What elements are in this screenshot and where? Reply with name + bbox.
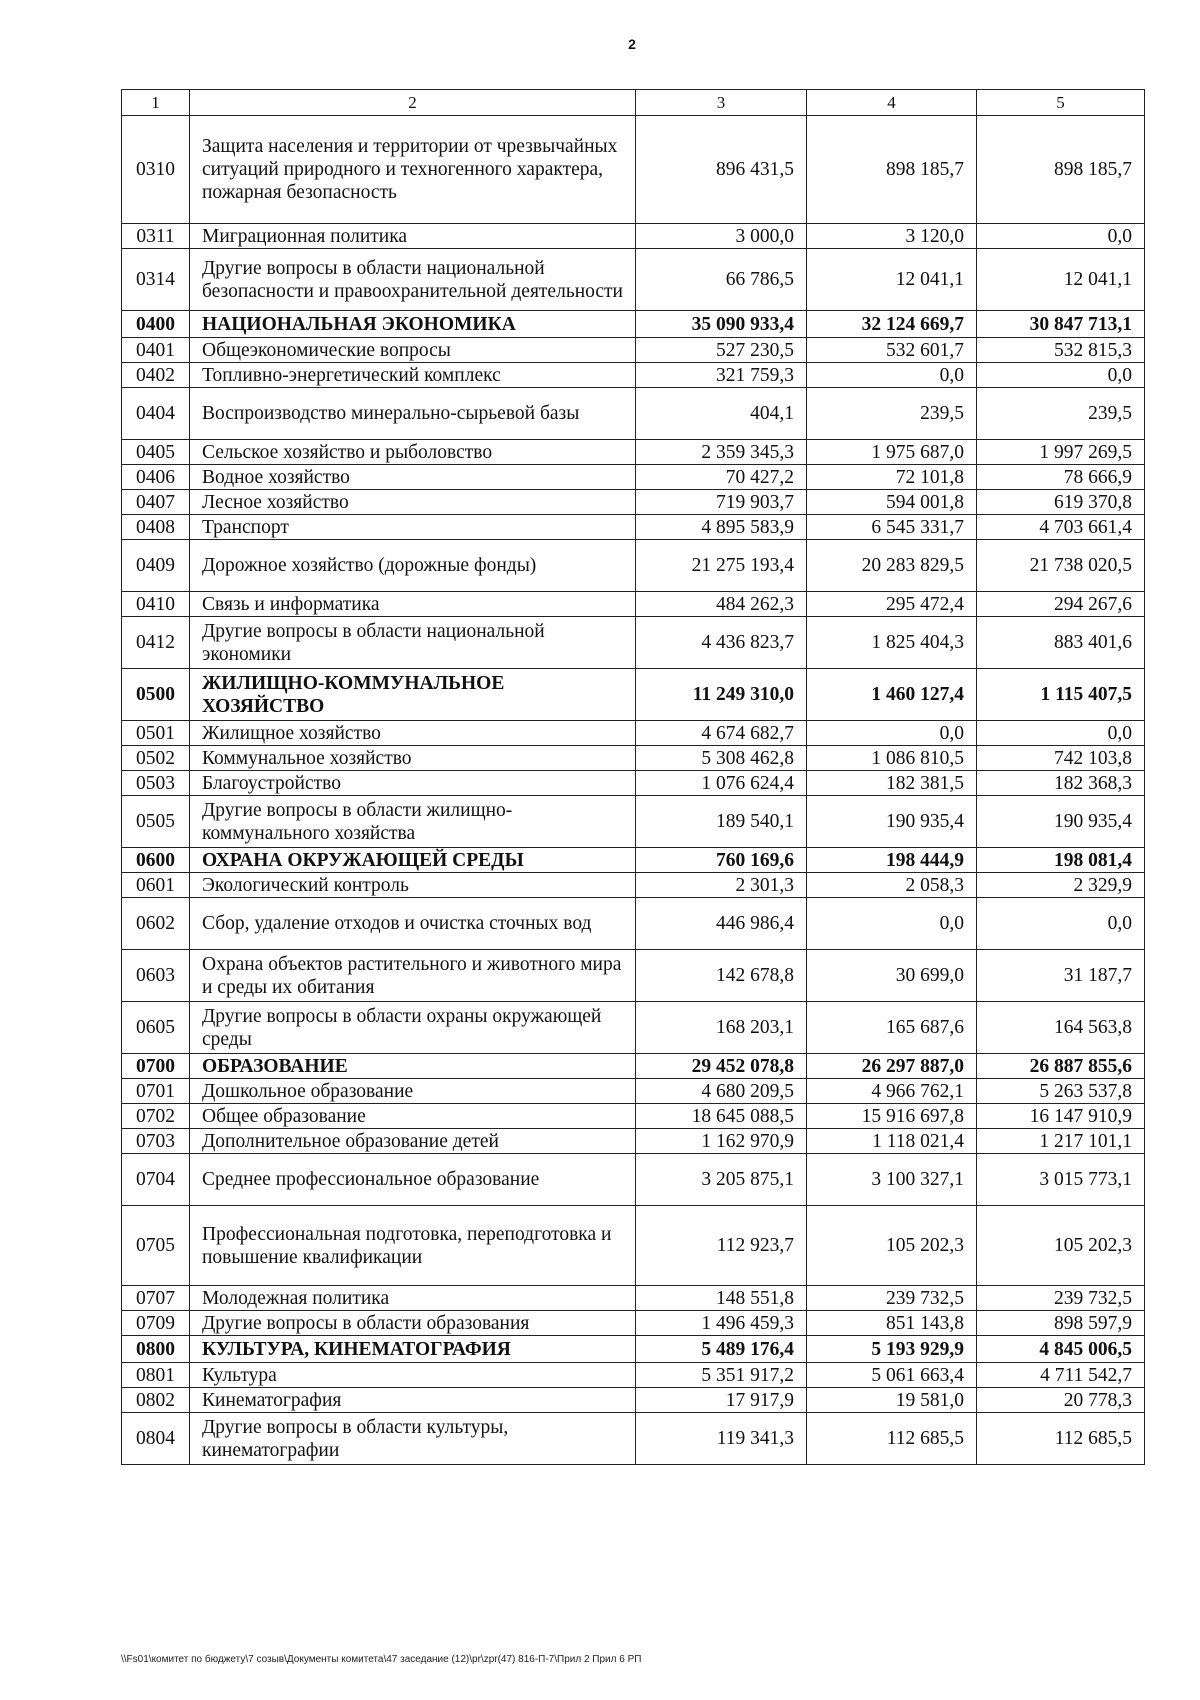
- value-col4: 2 058,3: [807, 873, 977, 898]
- value-col3: 1 496 459,3: [636, 1311, 807, 1336]
- value-col3: 404,1: [636, 388, 807, 440]
- table-row: [122, 249, 1145, 311]
- value-col3: 29 452 078,8: [636, 1054, 807, 1079]
- value-col5: 883 401,6: [977, 617, 1145, 669]
- section-code: 0605: [122, 1002, 190, 1054]
- section-code: 0709: [122, 1311, 190, 1336]
- section-name: Молодежная политика: [190, 1286, 636, 1311]
- section-name: Сбор, удаление отходов и очистка сточных вод: [190, 898, 636, 950]
- value-col4: 1 118 021,4: [807, 1129, 977, 1154]
- table-row: [122, 338, 1145, 363]
- value-col4: 190 935,4: [807, 796, 977, 848]
- value-col5: 16 147 910,9: [977, 1104, 1145, 1129]
- table-row: [122, 224, 1145, 249]
- value-col5: 0,0: [977, 224, 1145, 249]
- table-row: [122, 898, 1145, 950]
- table-row: [122, 1079, 1145, 1104]
- section-code: 0601: [122, 873, 190, 898]
- section-code: 0702: [122, 1104, 190, 1129]
- table-row: [122, 873, 1145, 898]
- value-col3: 21 275 193,4: [636, 540, 807, 592]
- section-code: 0409: [122, 540, 190, 592]
- value-col3: 35 090 933,4: [636, 311, 807, 338]
- section-code: 0700: [122, 1054, 190, 1079]
- value-col5: 532 815,3: [977, 338, 1145, 363]
- value-col3: 4 680 209,5: [636, 1079, 807, 1104]
- section-name: Общеэкономические вопросы: [190, 338, 636, 363]
- value-col4: 182 381,5: [807, 771, 977, 796]
- value-col3: 112 923,7: [636, 1206, 807, 1286]
- value-col3: 4 436 823,7: [636, 617, 807, 669]
- section-row: [122, 1054, 1145, 1079]
- value-col5: 3 015 773,1: [977, 1154, 1145, 1206]
- section-name: Другие вопросы в области образования: [190, 1311, 636, 1336]
- section-code: 0407: [122, 490, 190, 515]
- value-col3: 18 645 088,5: [636, 1104, 807, 1129]
- value-col5: 1 997 269,5: [977, 440, 1145, 465]
- column-header: 4: [807, 90, 977, 116]
- section-name: Экологический контроль: [190, 873, 636, 898]
- section-code: 0802: [122, 1388, 190, 1413]
- table-row: [122, 1104, 1145, 1129]
- section-code: 0502: [122, 746, 190, 771]
- value-col4: 3 100 327,1: [807, 1154, 977, 1206]
- value-col4: 112 685,5: [807, 1413, 977, 1465]
- value-col3: 148 551,8: [636, 1286, 807, 1311]
- table-row: [122, 796, 1145, 848]
- value-col3: 17 917,9: [636, 1388, 807, 1413]
- value-col4: 165 687,6: [807, 1002, 977, 1054]
- value-col5: 182 368,3: [977, 771, 1145, 796]
- value-col5: 0,0: [977, 721, 1145, 746]
- value-col4: 0,0: [807, 363, 977, 388]
- value-col5: 4 711 542,7: [977, 1363, 1145, 1388]
- section-name: Культура: [190, 1363, 636, 1388]
- value-col5: 164 563,8: [977, 1002, 1145, 1054]
- value-col5: 190 935,4: [977, 796, 1145, 848]
- value-col4: 20 283 829,5: [807, 540, 977, 592]
- section-name: Дорожное хозяйство (дорожные фонды): [190, 540, 636, 592]
- value-col5: 4 845 006,5: [977, 1336, 1145, 1363]
- value-col4: 3 120,0: [807, 224, 977, 249]
- section-code: 0801: [122, 1363, 190, 1388]
- budget-table: [121, 89, 1145, 1465]
- value-col4: 532 601,7: [807, 338, 977, 363]
- value-col5: 30 847 713,1: [977, 311, 1145, 338]
- value-col4: 30 699,0: [807, 950, 977, 1002]
- value-col5: 898 185,7: [977, 116, 1145, 224]
- section-name: ЖИЛИЩНО-КОММУНАЛЬНОЕ ХОЗЯЙСТВО: [190, 669, 636, 721]
- section-name: Другие вопросы в области культуры, кинематографии: [190, 1413, 636, 1465]
- section-name: Жилищное хозяйство: [190, 721, 636, 746]
- table-row: [122, 440, 1145, 465]
- section-name: Дошкольное образование: [190, 1079, 636, 1104]
- value-col3: 2 359 345,3: [636, 440, 807, 465]
- table-row: [122, 746, 1145, 771]
- file-path-footer: \\Fs01\комитет по бюджету\7 созыв\Документы комитета\47 заседание (12)\pr\zpr(47) 816-П-7\Прил 2 Прил 6 РП: [121, 1654, 642, 1665]
- value-col4: 1 086 810,5: [807, 746, 977, 771]
- section-name: Кинематография: [190, 1388, 636, 1413]
- value-col3: 3 205 875,1: [636, 1154, 807, 1206]
- value-col3: 66 786,5: [636, 249, 807, 311]
- section-code: 0408: [122, 515, 190, 540]
- section-code: 0405: [122, 440, 190, 465]
- section-code: 0402: [122, 363, 190, 388]
- section-code: 0705: [122, 1206, 190, 1286]
- value-col3: 4 895 583,9: [636, 515, 807, 540]
- section-name: Транспорт: [190, 515, 636, 540]
- table-row: [122, 465, 1145, 490]
- section-name: Коммунальное хозяйство: [190, 746, 636, 771]
- value-col3: 142 678,8: [636, 950, 807, 1002]
- value-col5: 21 738 020,5: [977, 540, 1145, 592]
- value-col5: 20 778,3: [977, 1388, 1145, 1413]
- value-col3: 321 759,3: [636, 363, 807, 388]
- value-col4: 5 193 929,9: [807, 1336, 977, 1363]
- page-number: 2: [628, 36, 636, 52]
- value-col5: 619 370,8: [977, 490, 1145, 515]
- value-col5: 2 329,9: [977, 873, 1145, 898]
- section-code: 0314: [122, 249, 190, 311]
- value-col4: 239 732,5: [807, 1286, 977, 1311]
- value-col4: 4 966 762,1: [807, 1079, 977, 1104]
- section-name: Другие вопросы в области национальной экономики: [190, 617, 636, 669]
- table-row: [122, 1413, 1145, 1465]
- table-row: [122, 617, 1145, 669]
- section-name: Благоустройство: [190, 771, 636, 796]
- section-name: КУЛЬТУРА, КИНЕМАТОГРАФИЯ: [190, 1336, 636, 1363]
- section-name: ОБРАЗОВАНИЕ: [190, 1054, 636, 1079]
- value-col4: 898 185,7: [807, 116, 977, 224]
- value-col4: 12 041,1: [807, 249, 977, 311]
- value-col3: 446 986,4: [636, 898, 807, 950]
- section-code: 0701: [122, 1079, 190, 1104]
- section-code: 0503: [122, 771, 190, 796]
- section-code: 0410: [122, 592, 190, 617]
- value-col4: 0,0: [807, 898, 977, 950]
- value-col5: 26 887 855,6: [977, 1054, 1145, 1079]
- section-name: Общее образование: [190, 1104, 636, 1129]
- value-col5: 239,5: [977, 388, 1145, 440]
- table-row: [122, 1206, 1145, 1286]
- value-col5: 294 267,6: [977, 592, 1145, 617]
- value-col4: 72 101,8: [807, 465, 977, 490]
- value-col3: 168 203,1: [636, 1002, 807, 1054]
- section-name: НАЦИОНАЛЬНАЯ ЭКОНОМИКА: [190, 311, 636, 338]
- section-code: 0603: [122, 950, 190, 1002]
- value-col4: 594 001,8: [807, 490, 977, 515]
- table-row: [122, 771, 1145, 796]
- value-col5: 1 217 101,1: [977, 1129, 1145, 1154]
- value-col3: 1 076 624,4: [636, 771, 807, 796]
- section-code: 0704: [122, 1154, 190, 1206]
- value-col4: 1 975 687,0: [807, 440, 977, 465]
- value-col5: 742 103,8: [977, 746, 1145, 771]
- value-col5: 5 263 537,8: [977, 1079, 1145, 1104]
- value-col3: 70 427,2: [636, 465, 807, 490]
- section-code: 0400: [122, 311, 190, 338]
- table-row: [122, 1388, 1145, 1413]
- table-row: [122, 1154, 1145, 1206]
- value-col5: 0,0: [977, 898, 1145, 950]
- value-col3: 3 000,0: [636, 224, 807, 249]
- value-col3: 5 489 176,4: [636, 1336, 807, 1363]
- value-col3: 896 431,5: [636, 116, 807, 224]
- section-row: [122, 311, 1145, 338]
- value-col4: 32 124 669,7: [807, 311, 977, 338]
- value-col5: 78 666,9: [977, 465, 1145, 490]
- section-code: 0703: [122, 1129, 190, 1154]
- table-row: [122, 1129, 1145, 1154]
- value-col4: 5 061 663,4: [807, 1363, 977, 1388]
- value-col4: 198 444,9: [807, 848, 977, 873]
- section-code: 0310: [122, 116, 190, 224]
- value-col4: 0,0: [807, 721, 977, 746]
- value-col5: 1 115 407,5: [977, 669, 1145, 721]
- section-name: Дополнительное образование детей: [190, 1129, 636, 1154]
- value-col5: 4 703 661,4: [977, 515, 1145, 540]
- section-name: Другие вопросы в области охраны окружающей среды: [190, 1002, 636, 1054]
- section-name: Топливно-энергетический комплекс: [190, 363, 636, 388]
- value-col4: 19 581,0: [807, 1388, 977, 1413]
- value-col3: 484 262,3: [636, 592, 807, 617]
- value-col4: 105 202,3: [807, 1206, 977, 1286]
- table-row: [122, 490, 1145, 515]
- value-col4: 26 297 887,0: [807, 1054, 977, 1079]
- table-row: [122, 592, 1145, 617]
- section-row: [122, 669, 1145, 721]
- section-name: Охрана объектов растительного и животного мира и среды их обитания: [190, 950, 636, 1002]
- section-name: Связь и информатика: [190, 592, 636, 617]
- section-code: 0412: [122, 617, 190, 669]
- value-col4: 6 545 331,7: [807, 515, 977, 540]
- section-code: 0804: [122, 1413, 190, 1465]
- value-col3: 119 341,3: [636, 1413, 807, 1465]
- column-header: 5: [977, 90, 1145, 116]
- value-col3: 527 230,5: [636, 338, 807, 363]
- table-row: [122, 540, 1145, 592]
- table-row: [122, 950, 1145, 1002]
- section-code: 0707: [122, 1286, 190, 1311]
- value-col3: 2 301,3: [636, 873, 807, 898]
- value-col5: 198 081,4: [977, 848, 1145, 873]
- value-col3: 11 249 310,0: [636, 669, 807, 721]
- value-col5: 12 041,1: [977, 249, 1145, 311]
- value-col5: 112 685,5: [977, 1413, 1145, 1465]
- value-col3: 5 351 917,2: [636, 1363, 807, 1388]
- table-row: [122, 116, 1145, 224]
- value-col4: 851 143,8: [807, 1311, 977, 1336]
- value-col3: 719 903,7: [636, 490, 807, 515]
- value-col3: 5 308 462,8: [636, 746, 807, 771]
- value-col4: 239,5: [807, 388, 977, 440]
- section-code: 0311: [122, 224, 190, 249]
- section-name: Другие вопросы в области жилищно-коммунального хозяйства: [190, 796, 636, 848]
- table-row: [122, 388, 1145, 440]
- section-code: 0401: [122, 338, 190, 363]
- section-name: ОХРАНА ОКРУЖАЮЩЕЙ СРЕДЫ: [190, 848, 636, 873]
- value-col5: 239 732,5: [977, 1286, 1145, 1311]
- value-col4: 1 825 404,3: [807, 617, 977, 669]
- section-code: 0505: [122, 796, 190, 848]
- section-name: Другие вопросы в области национальной безопасности и правоохранительной деятельности: [190, 249, 636, 311]
- value-col3: 1 162 970,9: [636, 1129, 807, 1154]
- section-code: 0406: [122, 465, 190, 490]
- section-name: Сельское хозяйство и рыболовство: [190, 440, 636, 465]
- table-header-row: [122, 90, 1145, 116]
- table-row: [122, 1002, 1145, 1054]
- table-row: [122, 1286, 1145, 1311]
- section-name: Защита населения и территории от чрезвычайных ситуаций природного и техногенного характера, пожарная безопасность: [190, 116, 636, 224]
- value-col5: 898 597,9: [977, 1311, 1145, 1336]
- section-name: Среднее профессиональное образование: [190, 1154, 636, 1206]
- table-row: [122, 1311, 1145, 1336]
- value-col3: 189 540,1: [636, 796, 807, 848]
- section-code: 0501: [122, 721, 190, 746]
- value-col4: 295 472,4: [807, 592, 977, 617]
- section-code: 0800: [122, 1336, 190, 1363]
- section-name: Лесное хозяйство: [190, 490, 636, 515]
- value-col3: 760 169,6: [636, 848, 807, 873]
- value-col4: 1 460 127,4: [807, 669, 977, 721]
- value-col3: 4 674 682,7: [636, 721, 807, 746]
- section-row: [122, 1336, 1145, 1363]
- table-row: [122, 515, 1145, 540]
- table-row: [122, 1363, 1145, 1388]
- column-header: 2: [190, 90, 636, 116]
- column-header: 1: [122, 90, 190, 116]
- section-code: 0602: [122, 898, 190, 950]
- table-row: [122, 721, 1145, 746]
- section-code: 0404: [122, 388, 190, 440]
- table-row: [122, 363, 1145, 388]
- section-row: [122, 848, 1145, 873]
- section-code: 0500: [122, 669, 190, 721]
- section-name: Профессиональная подготовка, переподготовка и повышение квалификации: [190, 1206, 636, 1286]
- section-name: Миграционная политика: [190, 224, 636, 249]
- column-header: 3: [636, 90, 807, 116]
- value-col5: 105 202,3: [977, 1206, 1145, 1286]
- value-col5: 31 187,7: [977, 950, 1145, 1002]
- section-name: Воспроизводство минерально-сырьевой базы: [190, 388, 636, 440]
- section-code: 0600: [122, 848, 190, 873]
- value-col5: 0,0: [977, 363, 1145, 388]
- section-name: Водное хозяйство: [190, 465, 636, 490]
- value-col4: 15 916 697,8: [807, 1104, 977, 1129]
